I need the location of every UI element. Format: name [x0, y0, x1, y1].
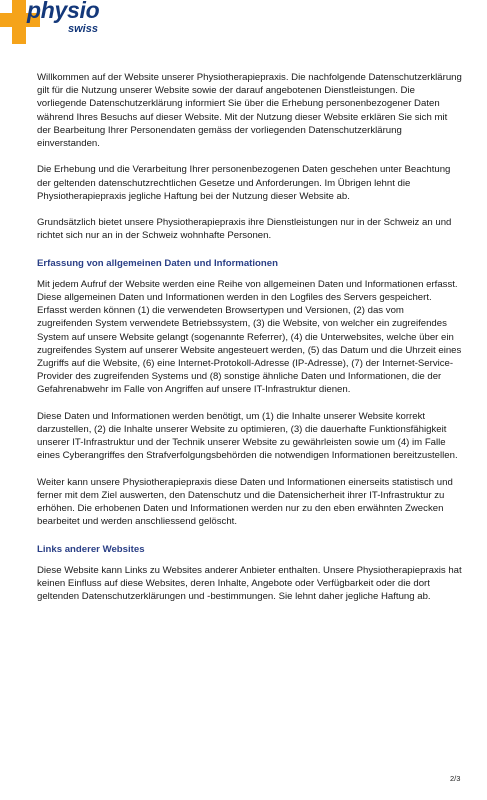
general-data-paragraph-3: Weiter kann unsere Physiotherapiepraxis diese Daten und Informationen einerseits statistisch und ferner mit dem Ziel auswerten, den Datenschutz und die Datensicherheit ihrer IT-Infrastruktur zu erhöhen. Die erhobenen Daten und Informationen werden nur zu den eben erwähnten Zwecken bearbeitet und werden anschliessend gelöscht.: [37, 476, 453, 528]
section-heading-general-data: Erfassung von allgemeinen Daten und Informationen: [37, 257, 278, 269]
external-links-paragraph: Diese Website kann Links zu Websites anderer Anbieter enthalten. Unsere Physiotherapiepraxis hat keinen Einfluss auf diese Websites, deren Inhalte, Angebote oder Verfügbarkeit oder die dort geltenden Datenschutzerklärungen und -bestimmungen. Sie lehnt daher jegliche Haftung ab.: [37, 564, 462, 603]
intro-paragraph-1: Willkommen auf der Website unserer Physiotherapiepraxis. Die nachfolgende Datenschutzerklärung gilt für die Nutzung unserer Website sowie der darauf angebotenen Dienstleistungen. Die vorliegende Datenschutzerklärung informiert Sie über die Erhebung personenbezogener Daten während Ihres Besuchs auf dieser Website. Mit der Nutzung dieser Website erklären Sie sich mit der Bearbeitung Ihrer Personendaten gemäss der vorliegenden Datenschutzerklärung einverstanden.: [37, 72, 462, 150]
logo-subword: swiss: [68, 23, 98, 35]
section-heading-external-links: Links anderer Websites: [37, 543, 145, 555]
document-body: [37, 71, 462, 603]
physio-swiss-logo: [0, 0, 120, 44]
logo-word: physio: [27, 0, 100, 23]
intro-paragraph-3: Grundsätzlich bietet unsere Physiotherapiepraxis ihre Dienstleistungen nur in der Schweiz an und richtet sich nur an in der Schweiz wohnhafte Personen.: [37, 217, 452, 242]
general-data-paragraph-2: Diese Daten und Informationen werden benötigt, um (1) die Inhalte unserer Website korrekt darzustellen, (2) die Inhalte unserer Website zu optimieren, (3) die dauerhafte Funktionsfähigkeit unserer IT-Infrastruktur und der Technik unserer Website zu gewährleisten sowie um (4) im Falle eines Cyberangriffes den Strafverfolgungsbehörden die notwendigen Informationen bereitzustellen.: [37, 410, 458, 462]
general-data-paragraph-1: Mit jedem Aufruf der Website werden eine Reihe von allgemeinen Daten und Informationen erfasst. Diese allgemeinen Daten und Informationen werden in den Logfiles des Servers gespeichert. Erfasst werden können (1) die verwendeten Browsertypen und Versionen, (2) das vom zugreifenden System verwendete Betriebssystem, (3) die Website, von welcher ein zugreifendes System auf unsere Website gelangt (sogenannte Referrer), (4) die Unterwebsites, welche über ein zugreifendes System auf unserer Website angesteuert werden, (5) das Datum und die Uhrzeit eines Zugriffs auf die Website, (6) eine Internet-Protokoll-Adresse (IP-Adresse), (7) der Internet-Service-Provider des zugreifenden Systems und (8) sonstige ähnliche Daten und Informationen, die der Gefahrenabwehr im Falle von Angriffen auf unsere IT-Infrastruktur dienen.: [37, 278, 462, 396]
page-number: 2/3: [450, 774, 461, 783]
intro-paragraph-2: Die Erhebung und die Verarbeitung Ihrer personenbezogenen Daten geschehen unter Beachtung der geltenden datenschutzrechtlichen Gesetze und Anforderungen. Im Übrigen lehnt die Physiotherapiepraxis jegliche Haftung bei der Nutzung dieser Website ab.: [37, 164, 451, 202]
